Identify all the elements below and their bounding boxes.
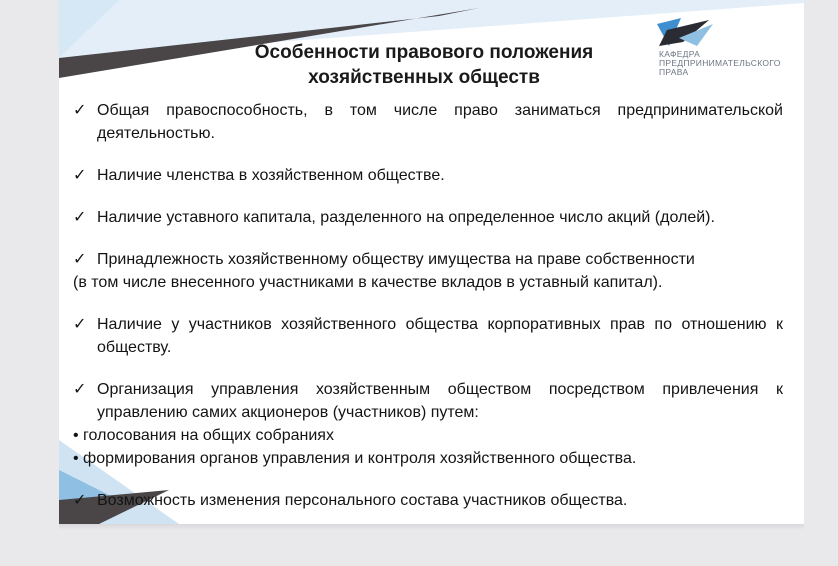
department-logo-text [659, 50, 781, 77]
list-item [73, 313, 783, 359]
checkmark-icon: ✓ [73, 492, 87, 509]
sub-bullet: • голосования на общих собраниях [73, 427, 334, 444]
logo-line-1: КАФЕДРА [659, 49, 701, 59]
list-item-text: Общая правоспособность, в том числе право заниматься предпринимательской деятельностью. [97, 102, 783, 142]
list-item [73, 164, 783, 187]
list-item [73, 206, 783, 229]
list-item-continuation: (в том числе внесенного участниками в качестве вкладов в уставный капитал). [73, 274, 663, 291]
list-item [73, 378, 783, 470]
list-item [73, 489, 783, 512]
title-line-1: Особенности правового положения [254, 42, 594, 63]
list-item-text: Принадлежность хозяйственному обществу имущества на праве собственности [97, 251, 695, 268]
feature-list [73, 99, 783, 512]
slide-title [214, 40, 634, 90]
list-item-text: Наличие у участников хозяйственного общества корпоративных прав по отношению к обществу. [97, 316, 783, 356]
title-line-2: хозяйственных обществ [308, 67, 540, 88]
slide-shadow [59, 524, 804, 530]
checkmark-icon: ✓ [73, 209, 87, 226]
list-item [73, 99, 783, 145]
list-item [73, 248, 783, 294]
list-item-text: Организация управления хозяйственным обществом посредством привлечения к управлению самих акционеров (участников) путем: [97, 381, 783, 421]
slide [59, 0, 804, 524]
list-item-text: Наличие членства в хозяйственном обществе. [97, 167, 445, 184]
checkmark-icon: ✓ [73, 251, 87, 268]
checkmark-icon: ✓ [73, 381, 87, 398]
checkmark-icon: ✓ [73, 316, 87, 333]
sub-bullet: • формирования органов управления и контроля хозяйственного общества. [73, 450, 637, 467]
logo-line-2: ПРЕДПРИНИМАТЕЛЬСКОГО [659, 58, 781, 68]
list-item-text: Наличие уставного капитала, разделенного на определенное число акций (долей). [97, 209, 715, 226]
checkmark-icon: ✓ [73, 167, 87, 184]
list-item-text: Возможность изменения персонального состава участников общества. [97, 492, 628, 509]
logo-line-3: ПРАВА [659, 67, 689, 77]
checkmark-icon: ✓ [73, 102, 87, 119]
